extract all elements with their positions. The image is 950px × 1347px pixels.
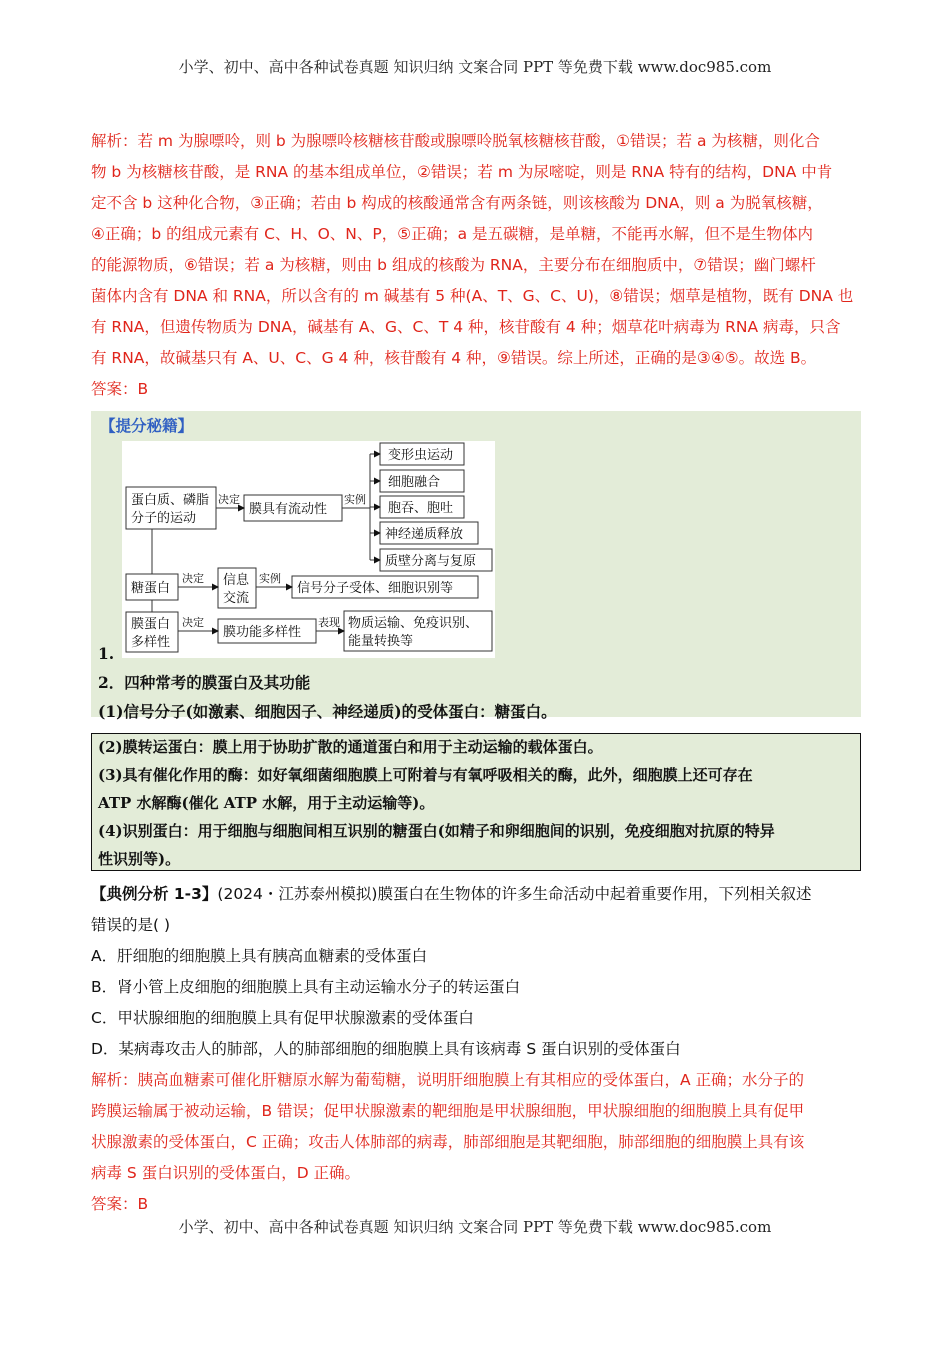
analysis-2 bbox=[91, 1065, 861, 1220]
boxed-line: (4)识别蛋白：用于细胞与细胞间相互识别的糖蛋白(如精子和卵细胞间的识别，免疫细胞对抗原的特异 bbox=[98, 822, 775, 840]
diagram-decide-label: 决定 bbox=[182, 572, 204, 585]
diagram-example-item: 神经递质释放 bbox=[385, 527, 464, 542]
analysis-1-line: 物 b 为核糖核苷酸，是 RNA 的基本组成单位，②错误；若 m 为尿嘧啶，则是 RNA 特有的结构，DNA 中肯 bbox=[91, 163, 833, 181]
option-c: C．甲状腺细胞的细胞膜上具有促甲状腺激素的受体蛋白 bbox=[91, 1009, 474, 1027]
analysis-2-answer: 答案：B bbox=[91, 1195, 149, 1213]
analysis-1 bbox=[91, 126, 861, 405]
boxed-line: 性识别等)。 bbox=[98, 850, 181, 868]
boxed-line: (3)具有催化作用的酶：如好氧细菌细胞膜上可附着与有氧呼吸相关的酶，此外，细胞膜上还可存在 bbox=[98, 766, 753, 784]
question-stem-line-2: 错误的是( ) bbox=[91, 916, 171, 934]
question-stem-text: (2024・江苏泰州模拟)膜蛋白在生物体的许多生命活动中起着重要作用，下列相关叙述 bbox=[217, 885, 812, 903]
analysis-1-answer: 答案：B bbox=[91, 380, 149, 398]
tips-item-2-1: (1)信号分子(如激素、细胞因子、神经递质)的受体蛋白：糖蛋白。 bbox=[98, 702, 557, 721]
tips-item-2: 2．四种常考的膜蛋白及其功能 bbox=[98, 673, 311, 692]
membrane-diagram bbox=[122, 441, 495, 658]
page-header: 小学、初中、高中各种试卷真题 知识归纳 文案合同 PPT 等免费下载 www.doc985.com bbox=[178, 58, 772, 76]
tips-item-1-number: 1. bbox=[98, 644, 115, 663]
analysis-1-line: 解析：若 m 为腺嘌呤，则 b 为腺嘌呤核糖核苷酸或腺嘌呤脱氧核糖核苷酸，①错误；若 a 为核糖，则化合 bbox=[91, 132, 820, 150]
diagram-function: 膜功能多样性 bbox=[223, 625, 302, 640]
diagram-fluidity: 膜具有流动性 bbox=[249, 502, 328, 517]
diagram-result-line: 能量转换等 bbox=[348, 634, 414, 649]
boxed-line: (2)膜转运蛋白：膜上用于协助扩散的通道蛋白和用于主动运输的载体蛋白。 bbox=[98, 738, 603, 756]
diagram-diversity-line: 膜蛋白 bbox=[131, 617, 171, 632]
analysis-2-line: 病毒 S 蛋白识别的受体蛋白，D 正确。 bbox=[91, 1164, 361, 1182]
page-footer: 小学、初中、高中各种试卷真题 知识归纳 文案合同 PPT 等免费下载 www.doc985.com bbox=[178, 1218, 772, 1236]
diagram-decide-label: 决定 bbox=[218, 493, 240, 506]
diagram-lipid-line: 蛋白质、磷脂 bbox=[131, 493, 210, 508]
analysis-1-line: 定不含 b 这种化合物，③正确；若由 b 构成的核酸通常含有两条链，则该核酸为 DNA，则 a 为脱氧核糖， bbox=[91, 194, 823, 212]
diagram-result-line: 物质运输、免疫识别、 bbox=[348, 616, 479, 631]
question-stem-line-1 bbox=[91, 879, 861, 910]
question-label: 【典例分析 1-3】 bbox=[91, 885, 218, 903]
diagram-decide-label: 决定 bbox=[182, 616, 204, 629]
diagram-glyco: 糖蛋白 bbox=[131, 581, 171, 596]
analysis-1-line: 有 RNA，但遗传物质为 DNA，碱基有 A、G、C、T 4 种，核苷酸有 4 种；烟草花叶病毒为 RNA 病毒，只含 bbox=[91, 318, 841, 336]
diagram-info-line: 交流 bbox=[223, 591, 250, 606]
analysis-1-line: 有 RNA，故碱基只有 A、U、C、G 4 种，核苷酸有 4 种，⑨错误。综上所述，正确的是③④⑤。故选 B。 bbox=[91, 349, 817, 367]
diagram-lipid-line: 分子的运动 bbox=[131, 511, 197, 526]
analysis-2-line: 状腺激素的受体蛋白，C 正确；攻击人体肺部的病毒，肺部细胞是其靶细胞，肺部细胞的细胞膜上具有该 bbox=[91, 1133, 805, 1151]
analysis-1-line: 菌体内含有 DNA 和 RNA，所以含有的 m 碱基有 5 种(A、T、G、C、U)，⑧错误；烟草是植物，既有 DNA 也 bbox=[91, 287, 854, 305]
option-a: A．肝细胞的细胞膜上具有胰高血糖素的受体蛋白 bbox=[91, 947, 428, 965]
diagram-example-item: 细胞融合 bbox=[388, 475, 441, 490]
diagram-diversity-line: 多样性 bbox=[131, 635, 171, 650]
diagram-show-label: 表现 bbox=[318, 616, 340, 629]
diagram-info-line: 信息 bbox=[223, 573, 250, 588]
analysis-1-line: ④正确；b 的组成元素有 C、H、O、N、P，⑤正确；a 是五碳糖，是单糖，不能再水解，但不是生物体内 bbox=[91, 225, 814, 243]
diagram-example-label: 实例 bbox=[259, 572, 281, 585]
diagram-example-label: 实例 bbox=[344, 493, 366, 506]
analysis-1-line: 的能源物质，⑥错误；若 a 为核糖，则由 b 组成的核酸为 RNA，主要分布在细胞质中，⑦错误；幽门螺杆 bbox=[91, 256, 816, 274]
option-b: B．肾小管上皮细胞的细胞膜上具有主动运输水分子的转运蛋白 bbox=[91, 978, 521, 996]
diagram-example-item: 变形虫运动 bbox=[388, 448, 454, 463]
analysis-2-line: 跨膜运输属于被动运输，B 错误；促甲状腺激素的靶细胞是甲状腺细胞，甲状腺细胞的细胞膜上具有促甲 bbox=[91, 1102, 805, 1120]
boxed-line: ATP 水解酶(催化 ATP 水解，用于主动运输等)。 bbox=[98, 794, 435, 812]
boxed-text bbox=[98, 733, 858, 873]
tips-title: 【提分秘籍】 bbox=[100, 417, 194, 435]
diagram-example-item: 质壁分离与复原 bbox=[385, 554, 477, 569]
question bbox=[91, 879, 861, 1065]
diagram-example-item: 胞吞、胞吐 bbox=[388, 501, 454, 516]
diagram-signal: 信号分子受体、细胞识别等 bbox=[297, 581, 454, 596]
analysis-2-line: 解析：胰高血糖素可催化肝糖原水解为葡萄糖，说明肝细胞膜上有其相应的受体蛋白，A 正确；水分子的 bbox=[91, 1071, 805, 1089]
option-d: D．某病毒攻击人的肺部，人的肺部细胞的细胞膜上具有该病毒 S 蛋白识别的受体蛋白 bbox=[91, 1040, 681, 1058]
